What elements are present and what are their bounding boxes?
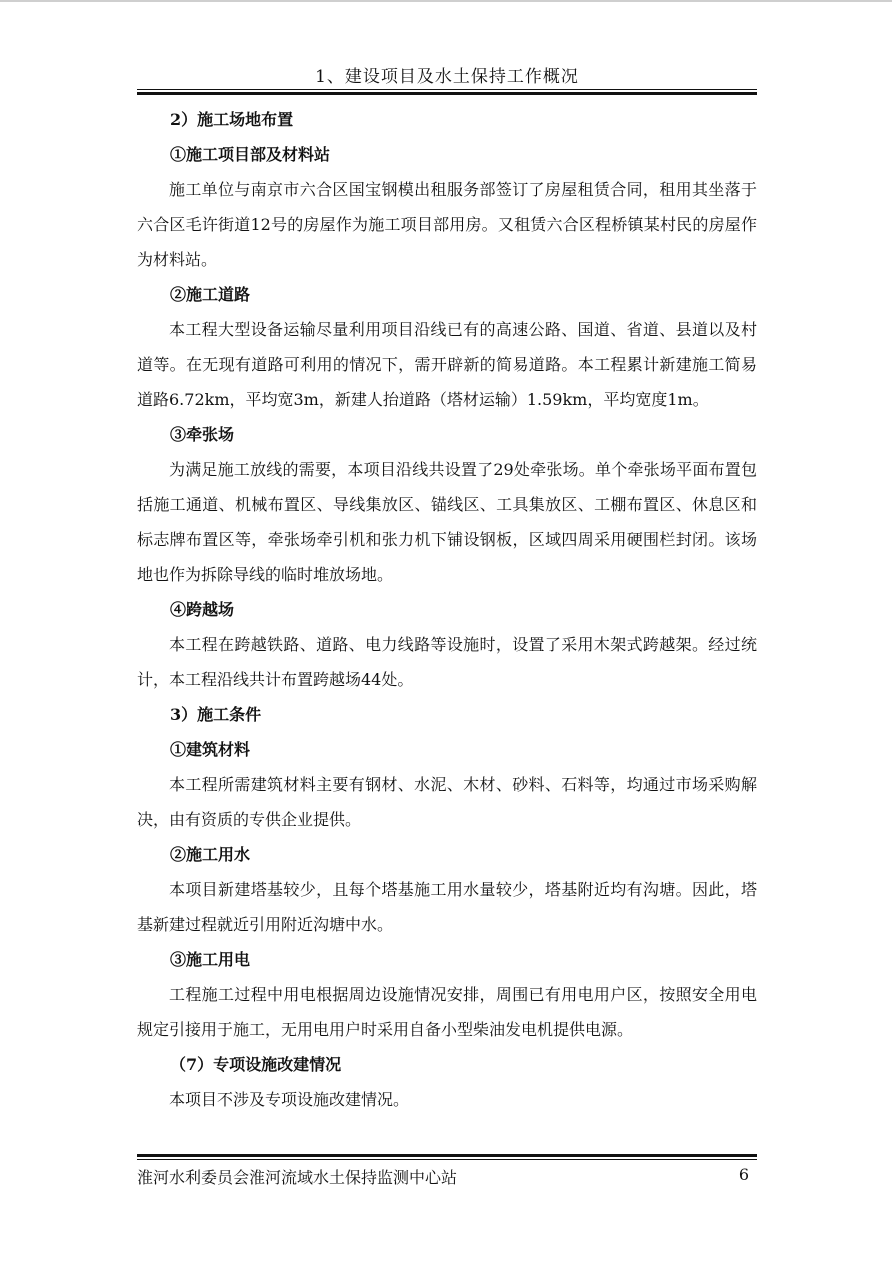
paragraph: 本项目新建塔基较少，且每个塔基施工用水量较少，塔基附近均有沟塘。因此，塔基新建过程就近引用附近沟塘中水。 bbox=[137, 880, 757, 934]
paragraph: 施工单位与南京市六合区国宝钢模出租服务部签订了房屋租赁合同，租用其坐落于六合区毛许街道12号的房屋作为施工项目部用房。又租赁六合区程桥镇某村民的房屋作为材料站。 bbox=[137, 180, 757, 269]
paragraph: 工程施工过程中用电根据周边设施情况安排，周围已有用电用户区，按照安全用电规定引接用于施工，无用电用户时采用自备小型柴油发电机提供电源。 bbox=[137, 985, 757, 1039]
subsection-heading: ②施工道路 bbox=[170, 285, 251, 304]
footer-rule bbox=[137, 1154, 757, 1160]
document-body bbox=[137, 102, 757, 1117]
page-header: 1、建设项目及水土保持工作概况 bbox=[315, 67, 579, 87]
subsection-heading: ③牵张场 bbox=[170, 425, 235, 444]
paragraph: 为满足施工放线的需要，本项目沿线共设置了29处牵张场。单个牵张场平面布置包括施工通道、机械布置区、导线集放区、锚线区、工具集放区、工棚布置区、休息区和标志牌布置区等，牵张场牵引机和张力机下铺设钢板，区域四周采用硬围栏封闭。该场地也作为拆除导线的临时堆放场地。 bbox=[137, 460, 757, 584]
subsection-heading: ①施工项目部及材料站 bbox=[170, 145, 331, 164]
page-edge bbox=[0, 0, 892, 2]
subsection-heading: ③施工用电 bbox=[170, 950, 251, 969]
subsection-heading: ②施工用水 bbox=[170, 845, 251, 864]
paragraph: 本工程在跨越铁路、道路、电力线路等设施时，设置了采用木架式跨越架。经过统计，本工程沿线共计布置跨越场44处。 bbox=[137, 635, 757, 689]
subsection-heading: ④跨越场 bbox=[170, 600, 235, 619]
page-footer bbox=[137, 1165, 757, 1188]
section-heading: 2）施工场地布置 bbox=[170, 110, 294, 129]
paragraph: 本工程大型设备运输尽量利用项目沿线已有的高速公路、国道、省道、县道以及村道等。在无现有道路可利用的情况下，需开辟新的简易道路。本工程累计新建施工简易道路6.72km，平均宽3m，新建人抬道路（塔材运输）1.59km，平均宽度1m。 bbox=[137, 320, 757, 409]
subsection-heading: ①建筑材料 bbox=[170, 740, 251, 759]
header-rule bbox=[137, 89, 757, 95]
paragraph: 本项目不涉及专项设施改建情况。 bbox=[169, 1090, 410, 1109]
section-heading: 3）施工条件 bbox=[170, 705, 262, 724]
page-number: 6 bbox=[738, 1165, 749, 1184]
paragraph: 本工程所需建筑材料主要有钢材、水泥、木材、砂料、石料等，均通过市场采购解决，由有资质的专供企业提供。 bbox=[137, 775, 757, 829]
footer-organization: 淮河水利委员会淮河流域水土保持监测中心站 bbox=[137, 1168, 458, 1187]
section-heading: （7）专项设施改建情况 bbox=[170, 1055, 342, 1074]
